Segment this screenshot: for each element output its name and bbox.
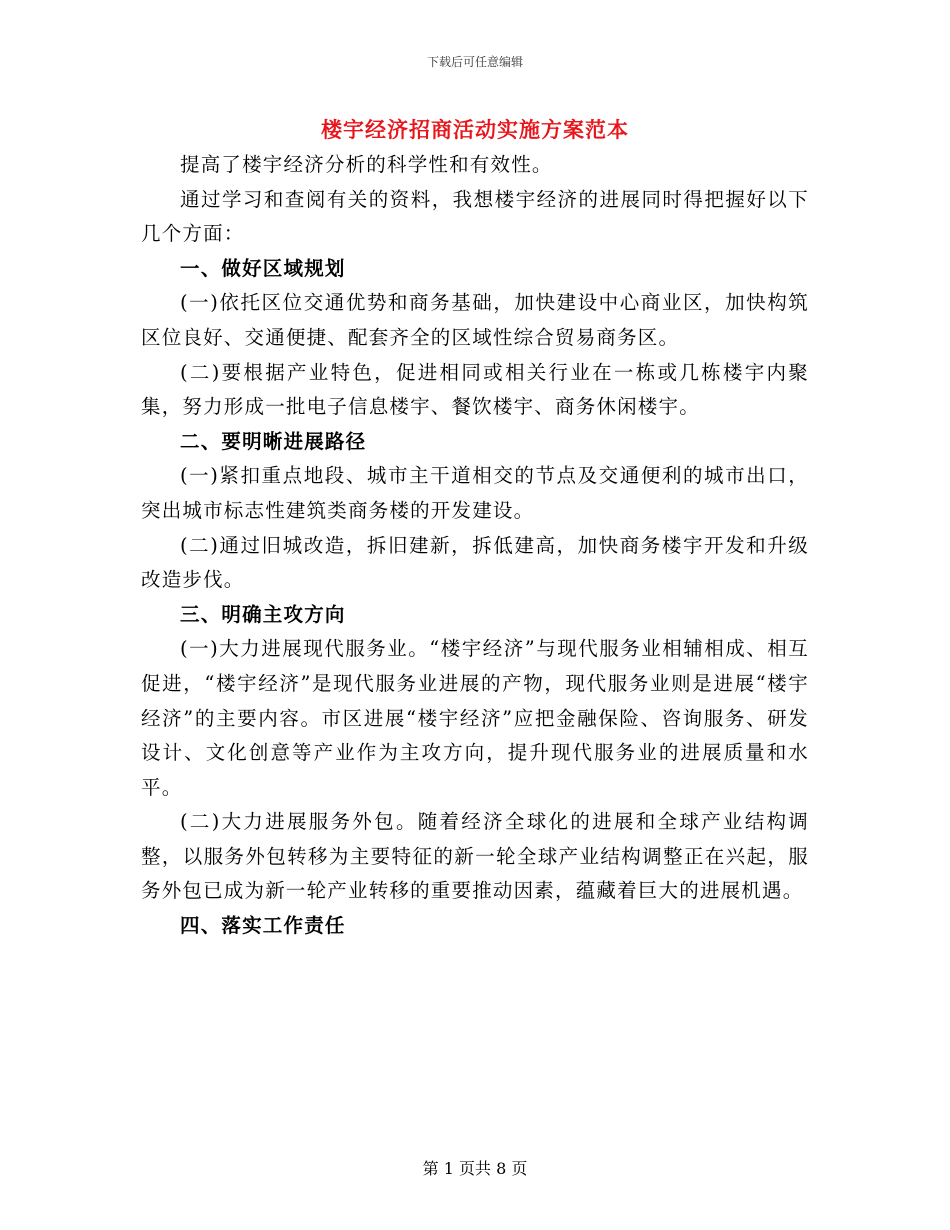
section-heading: 一、做好区域规划 — [180, 256, 346, 280]
header-note: 下载后可任意编辑 — [426, 55, 523, 69]
paragraph: (二)大力进展服务外包。随着经济全球化的进展和全球产业结构调整，以服务外包转移为主要特征的新一轮全球产业结构调整正在兴起，服务外包已成为新一轮产业转移的重要推动因素，蕴藏着巨大的进展机遇。 — [141, 810, 809, 903]
paragraph: (二)要根据产业特色，促进相同或相关行业在一栋或几栋楼宇内聚集，努力形成一批电子信息楼宇、餐饮楼宇、商务休闲楼宇。 — [141, 360, 809, 419]
paragraph: 通过学习和查阅有关的资料，我想楼宇经济的进展同时得把握好以下几个方面： — [141, 187, 809, 246]
section-heading: 三、明确主攻方向 — [180, 602, 346, 626]
document-body — [141, 148, 809, 944]
section-heading: 四、落实工作责任 — [180, 914, 346, 938]
paragraph: (一)大力进展现代服务业。“楼宇经济”与现代服务业相辅相成、相互促进，“楼宇经济”是现代服务业进展的产物，现代服务业则是进展“楼宇经济”的主要内容。市区进展“楼宇经济”应把金融保险、咨询服务、研发设计、文化创意等产业作为主攻方向，提升现代服务业的进展质量和水平。 — [141, 637, 809, 799]
document-title: 楼宇经济招商活动实施方案范本 — [321, 117, 629, 142]
paragraph: (一)依托区位交通优势和商务基础，加快建设中心商业区，加快构筑区位良好、交通便捷、配套齐全的区域性综合贸易商务区。 — [141, 291, 809, 349]
paragraph: (一)紧扣重点地段、城市主干道相交的节点及交通便利的城市出口，突出城市标志性建筑类商务楼的开发建设。 — [141, 464, 809, 522]
paragraph: 提高了楼宇经济分析的科学性和有效性。 — [180, 153, 553, 176]
paragraph: (二)通过旧城改造，拆旧建新，拆低建高，加快商务楼宇开发和升级改造步伐。 — [141, 533, 809, 592]
page-footer: 第 1 页共 8 页 — [422, 1159, 528, 1178]
section-heading: 二、要明晰进展路径 — [180, 429, 367, 453]
